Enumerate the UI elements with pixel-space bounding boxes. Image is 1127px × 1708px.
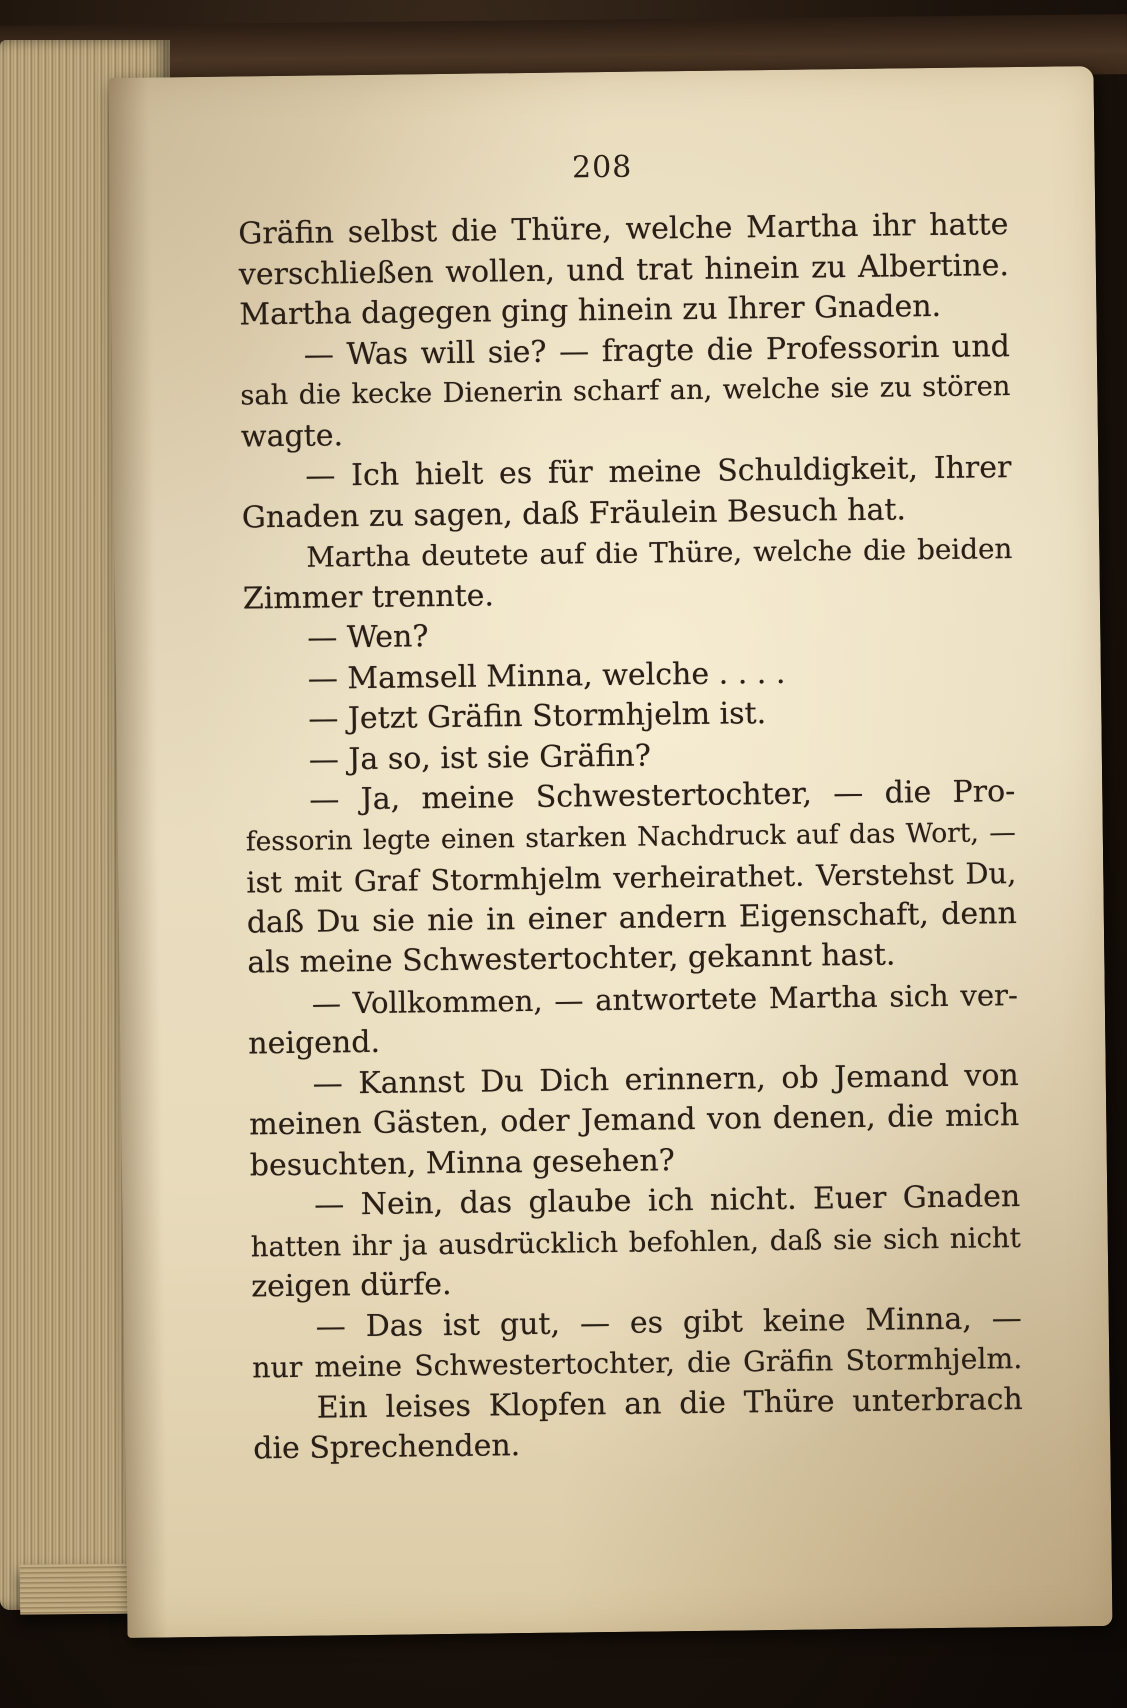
text-line: als meine Schwestertochter, gekannt hast.: [247, 937, 896, 981]
text-line: meinen Gästen, oder Jemand von denen, die mich: [249, 1098, 1020, 1143]
text-line: nur meine Schwestertochter, die Gräfin Stormhjelm.: [252, 1342, 1023, 1385]
text-line: Gnaden zu sagen, daß Fräulein Besuch hat.: [241, 491, 907, 535]
text-line: — Ja so, ist sie Gräfin?: [308, 738, 652, 778]
text-line: — Wen?: [307, 619, 429, 656]
text-line: sah die kecke Dienerin scharf an, welche sie zu stören: [240, 371, 1011, 412]
text-line: Martha deutete auf die Thüre, welche die beiden: [306, 532, 1013, 574]
text-line: besuchten, Minna gesehen?: [249, 1142, 675, 1183]
text-line: Ein leises Klopfen an die Thüre unterbrach: [316, 1381, 1023, 1426]
text-line: — Jetzt Gräfin Stormhjelm ist.: [308, 696, 767, 737]
body-text: [238, 205, 1023, 1470]
text-line: fessorin legte einen starken Nachdruck auf das Wort, —: [245, 816, 1016, 857]
text-line: Zimmer trennte.: [242, 577, 495, 616]
text-line: — Mamsell Minna, welche . . . .: [307, 655, 786, 697]
text-line: wagte.: [240, 417, 344, 454]
text-line: zeigen dürfe.: [251, 1266, 452, 1305]
text-line: Gräfin selbst die Thüre, welche Martha ihr hatte: [238, 207, 1009, 252]
text-line: — Kannst Du Dich erinnern, ob Jemand von: [312, 1057, 1019, 1102]
page-number: 208: [571, 149, 633, 186]
text-line: hatten ihr ja ausdrücklich befohlen, daß sie sich nicht: [250, 1220, 1021, 1263]
text-line: die Sprechenden.: [253, 1428, 521, 1467]
text-line: ist mit Graf Stormhjelm verheirathet. Verstehst Du,: [246, 856, 1017, 900]
text-line: verschließen wollen, und trat hinein zu Albertine.: [238, 247, 1010, 292]
text-line: — Ich hielt es für meine Schuldigkeit, Ihrer: [305, 450, 1012, 494]
book-page: [109, 66, 1113, 1638]
text-line: — Vollkommen, — antwortete Martha sich ver-: [311, 977, 1018, 1021]
text-line: — Nein, das glaube ich nicht. Euer Gnaden: [314, 1179, 1021, 1223]
text-line: daß Du sie nie in einer andern Eigenschaft, denn: [246, 895, 1017, 940]
text-line: Martha dagegen ging hinein zu Ihrer Gnaden.: [239, 288, 942, 333]
text-line: neigend.: [248, 1024, 381, 1062]
text-line: — Das ist gut, — es gibt keine Minna, —: [315, 1300, 1022, 1345]
text-line: — Was will sie? — fragte die Professorin und: [303, 328, 1011, 373]
text-line: — Ja, meine Schwestertochter, — die Pro-: [309, 774, 1016, 818]
